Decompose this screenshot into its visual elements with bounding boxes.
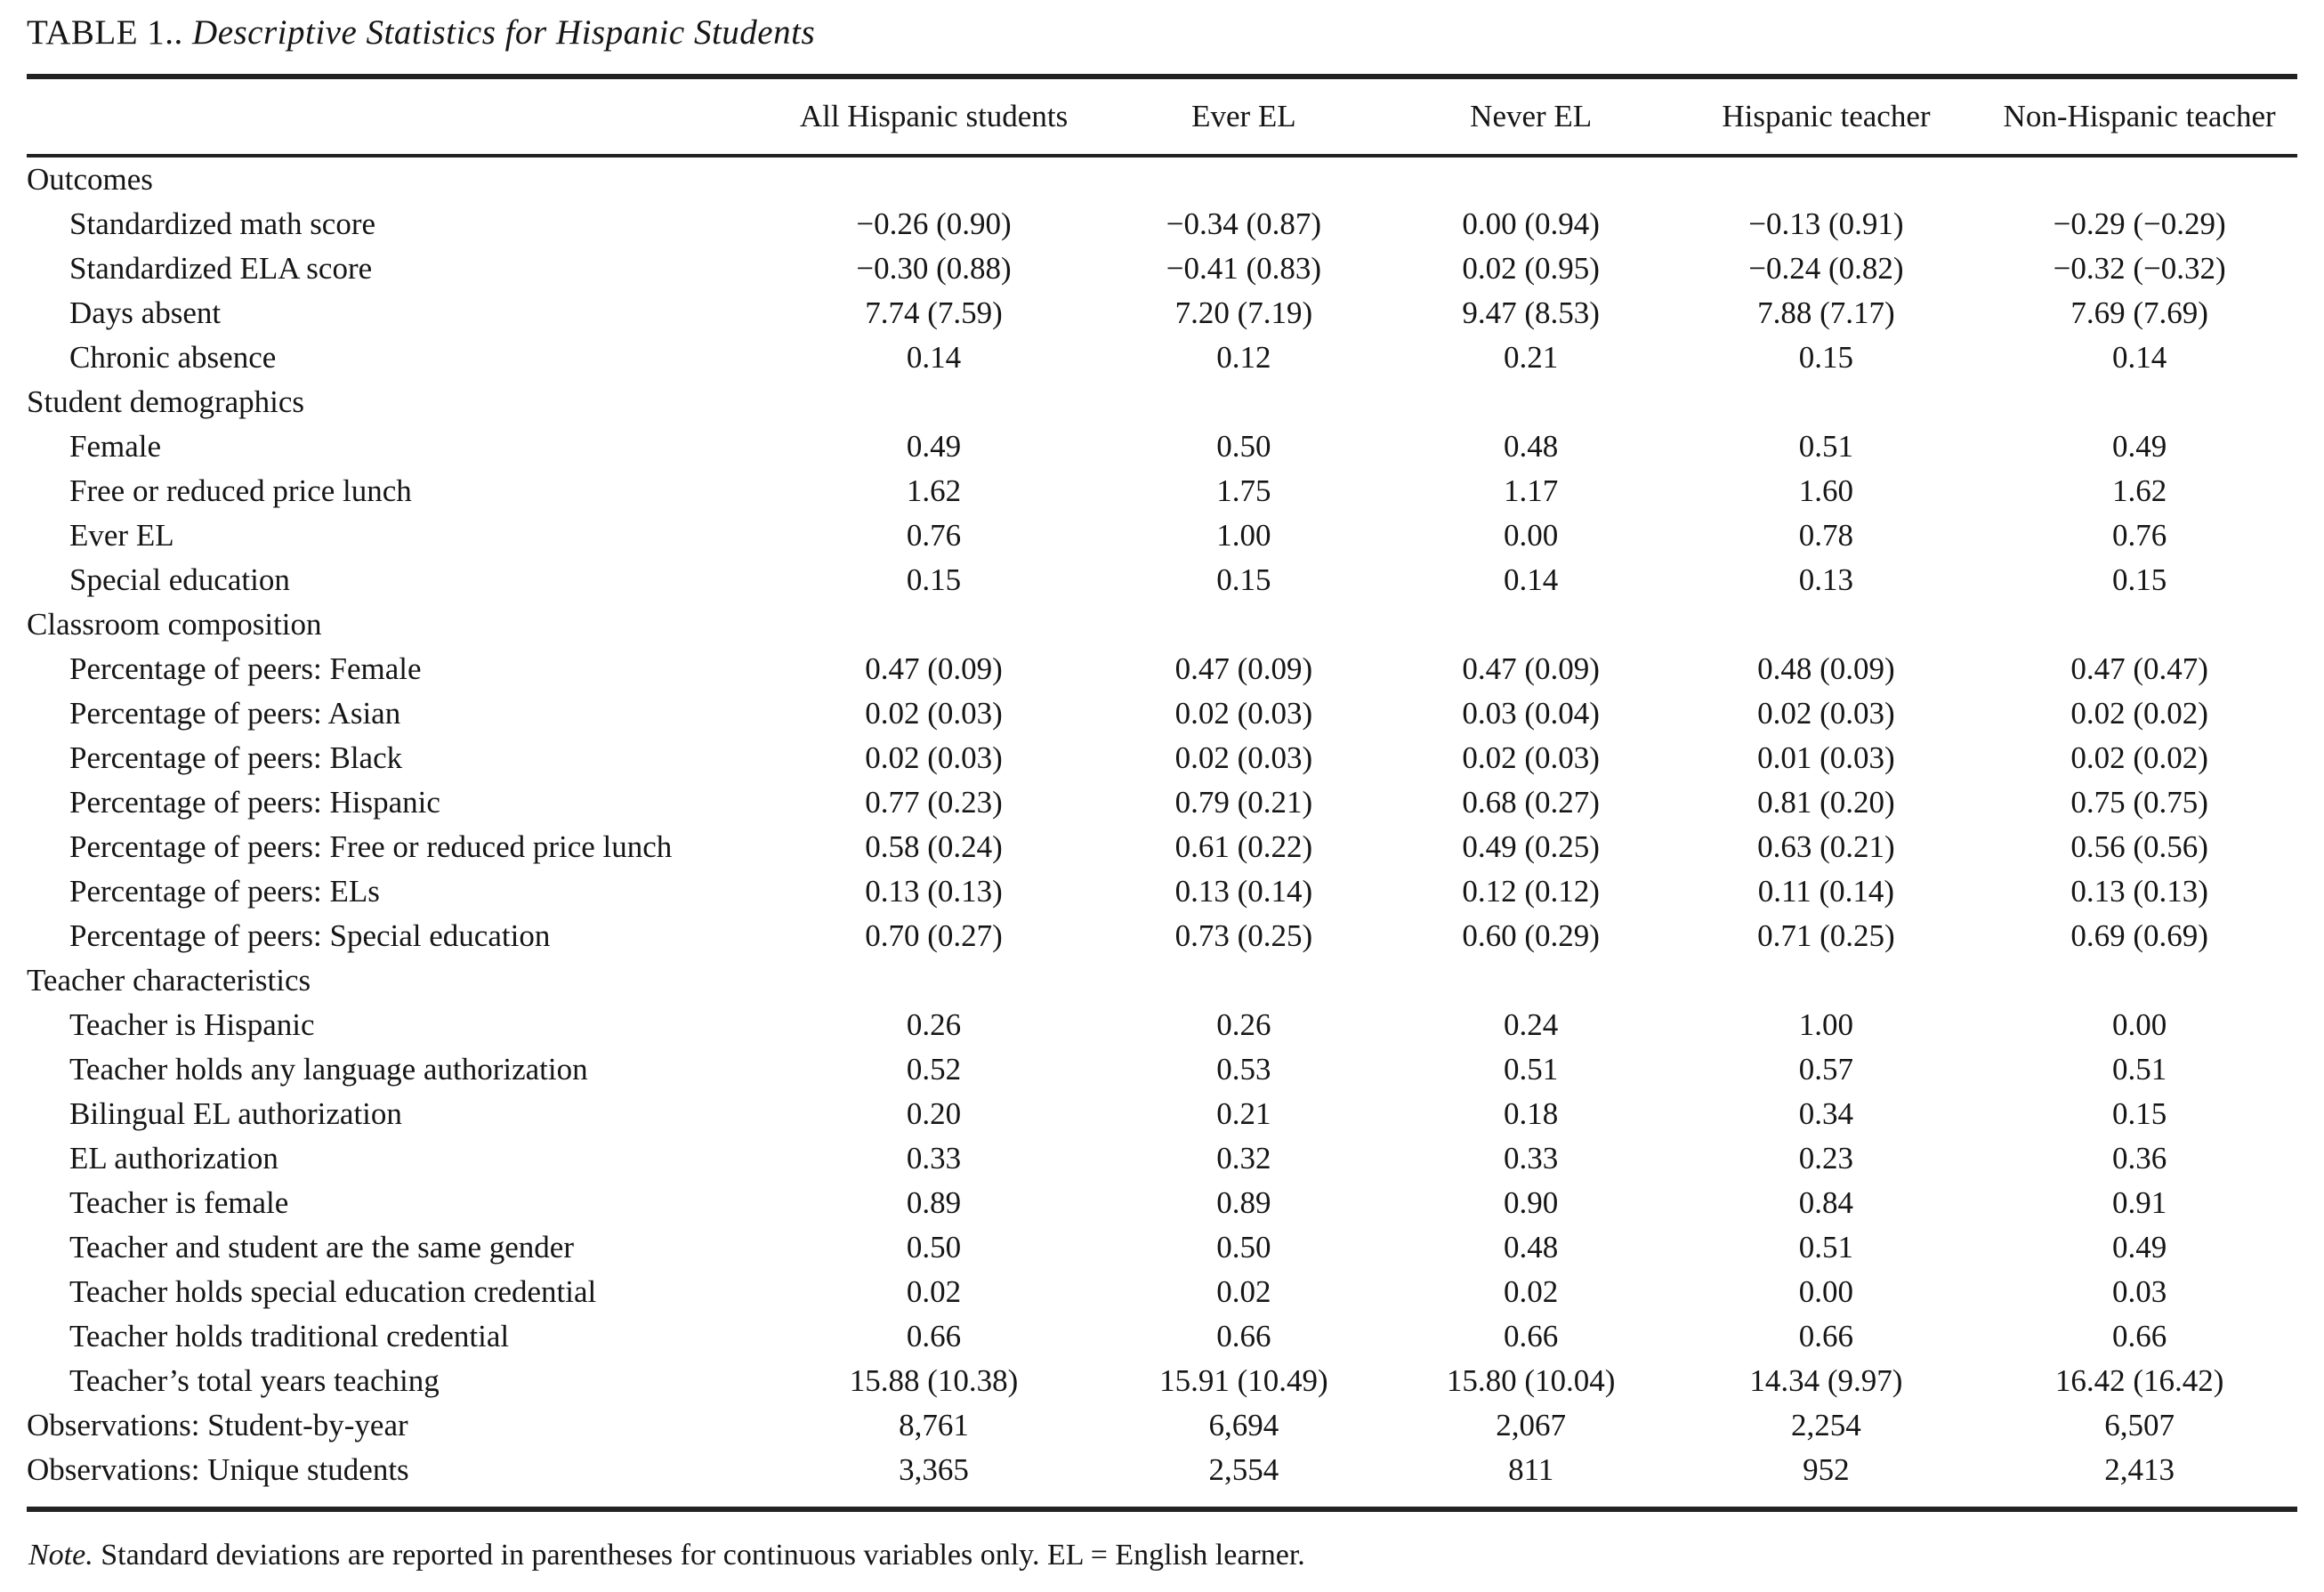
table-row — [27, 1181, 2297, 1225]
cell-value: 0.49 (0.25) — [1462, 829, 1600, 864]
cell-value: 7.74 (7.59) — [865, 295, 1003, 330]
cell-value: 0.89 — [1216, 1185, 1271, 1220]
cell-value: 0.79 (0.21) — [1174, 785, 1313, 820]
table-row — [27, 469, 2297, 513]
column-header-ever-el: Ever EL — [1096, 79, 1392, 156]
row-label: Bilingual EL authorization — [69, 1096, 402, 1131]
cell-value: 0.50 — [906, 1230, 962, 1265]
cell-value: 0.02 (0.03) — [1174, 740, 1313, 775]
cell-value: −0.24 (0.82) — [1748, 251, 1904, 286]
cell-value: 0.34 — [1798, 1096, 1854, 1131]
cell-value: 0.23 — [1798, 1141, 1854, 1176]
cell-value: 0.47 (0.47) — [2070, 651, 2208, 686]
cell-value: 0.51 — [1798, 1230, 1854, 1265]
cell-value: 0.47 (0.09) — [1174, 651, 1313, 686]
observations-row — [27, 1403, 2297, 1448]
cell-value: 0.13 (0.13) — [2070, 874, 2208, 909]
cell-value: 0.66 — [2111, 1319, 2167, 1354]
cell-value: 0.02 (0.03) — [1757, 696, 1895, 731]
cell-value: 0.18 — [1504, 1096, 1559, 1131]
cell-value: 0.48 (0.09) — [1757, 651, 1895, 686]
column-header-non-hispanic-teacher: Non-Hispanic teacher — [1981, 79, 2297, 156]
cell-value: 0.13 (0.14) — [1174, 874, 1313, 909]
cell-value: 0.76 — [906, 518, 962, 553]
table-row — [27, 1270, 2297, 1314]
cell-value: 0.52 — [906, 1052, 962, 1087]
cell-value: 0.75 (0.75) — [2070, 785, 2208, 820]
row-label: Teacher’s total years teaching — [69, 1363, 440, 1398]
section-label: Outcomes — [27, 162, 153, 197]
cell-value: 811 — [1508, 1452, 1554, 1487]
cell-value: 0.14 — [2111, 340, 2167, 375]
row-label: Free or reduced price lunch — [69, 473, 412, 508]
section-header-row — [27, 602, 2297, 647]
column-header-never-el: Never EL — [1392, 79, 1671, 156]
cell-value: 1.60 — [1798, 473, 1854, 508]
cell-value: 0.78 — [1798, 518, 1854, 553]
table-row — [27, 825, 2297, 869]
table-row — [27, 691, 2297, 736]
table-row — [27, 202, 2297, 246]
row-label: Special education — [69, 562, 290, 597]
table-row — [27, 558, 2297, 602]
section-label: Student demographics — [27, 384, 305, 419]
row-label: Observations: Unique students — [27, 1452, 409, 1487]
cell-value: 0.00 — [1798, 1274, 1854, 1309]
cell-value: 2,254 — [1791, 1408, 1861, 1442]
row-label: Percentage of peers: Special education — [69, 918, 551, 953]
cell-value: 0.00 (0.94) — [1462, 206, 1600, 241]
cell-value: 0.33 — [906, 1141, 962, 1176]
cell-value: 0.21 — [1216, 1096, 1271, 1131]
table-row — [27, 246, 2297, 291]
cell-value: 0.02 (0.02) — [2070, 740, 2208, 775]
row-label: EL authorization — [69, 1141, 278, 1176]
cell-value: 0.56 (0.56) — [2070, 829, 2208, 864]
table-row — [27, 513, 2297, 558]
cell-value: 0.00 — [2111, 1007, 2167, 1042]
table-body — [27, 156, 2297, 1492]
table-title-label: TABLE 1.. — [27, 13, 183, 52]
row-label: Standardized ELA score — [69, 251, 373, 286]
cell-value: 0.73 (0.25) — [1174, 918, 1313, 953]
cell-value: 0.24 — [1504, 1007, 1559, 1042]
cell-value: 0.15 — [1216, 562, 1271, 597]
cell-value: 0.48 — [1504, 429, 1559, 464]
cell-value: 0.61 (0.22) — [1174, 829, 1313, 864]
row-label: Teacher is female — [69, 1185, 289, 1220]
cell-value: 0.15 — [906, 562, 962, 597]
column-header-all-hispanic-students: All Hispanic students — [771, 79, 1096, 156]
cell-value: 0.70 (0.27) — [865, 918, 1003, 953]
row-label: Teacher holds special education credential — [69, 1274, 597, 1309]
cell-value: 0.51 — [1798, 429, 1854, 464]
row-label: Percentage of peers: Asian — [69, 696, 401, 731]
cell-value: 0.76 — [2111, 518, 2167, 553]
cell-value: 0.26 — [1216, 1007, 1271, 1042]
cell-value: 0.36 — [2111, 1141, 2167, 1176]
cell-value: 0.02 (0.03) — [865, 696, 1003, 731]
cell-value: 0.02 — [1216, 1274, 1271, 1309]
table-row — [27, 736, 2297, 780]
table-row — [27, 869, 2297, 914]
cell-value: 0.01 (0.03) — [1757, 740, 1895, 775]
cell-value: −0.32 (−0.32) — [2053, 251, 2226, 286]
cell-value: 0.58 (0.24) — [865, 829, 1003, 864]
table-row — [27, 647, 2297, 691]
cell-value: 0.51 — [1504, 1052, 1559, 1087]
section-label: Teacher characteristics — [27, 963, 311, 998]
observations-row — [27, 1448, 2297, 1492]
cell-value: 0.47 (0.09) — [1462, 651, 1600, 686]
cell-value: 8,761 — [899, 1408, 969, 1442]
cell-value: 0.77 (0.23) — [865, 785, 1003, 820]
note-prefix: Note. — [28, 1539, 93, 1572]
cell-value: 0.48 — [1504, 1230, 1559, 1265]
cell-value: 0.14 — [1504, 562, 1559, 597]
cell-value: 0.00 — [1504, 518, 1559, 553]
cell-value: 0.02 (0.03) — [865, 740, 1003, 775]
cell-value: 2,413 — [2104, 1452, 2175, 1487]
cell-value: 1.00 — [1798, 1007, 1854, 1042]
cell-value: 0.84 — [1798, 1185, 1854, 1220]
table-row — [27, 1314, 2297, 1359]
table-container — [27, 74, 2297, 1512]
cell-value: −0.34 (0.87) — [1166, 206, 1322, 241]
cell-value: 7.20 (7.19) — [1174, 295, 1313, 330]
cell-value: 6,694 — [1208, 1408, 1279, 1442]
cell-value: 0.03 — [2111, 1274, 2167, 1309]
cell-value: 0.57 — [1798, 1052, 1854, 1087]
table-row — [27, 780, 2297, 825]
section-header-row — [27, 958, 2297, 1003]
cell-value: 0.50 — [1216, 1230, 1271, 1265]
cell-value: 0.02 (0.03) — [1462, 740, 1600, 775]
table-row — [27, 1047, 2297, 1092]
cell-value: 0.02 — [906, 1274, 962, 1309]
cell-value: 15.88 (10.38) — [849, 1363, 1019, 1398]
table-row — [27, 914, 2297, 958]
cell-value: 3,365 — [899, 1452, 969, 1487]
row-label: Percentage of peers: ELs — [69, 874, 380, 909]
cell-value: 0.13 (0.13) — [865, 874, 1003, 909]
row-label: Teacher holds traditional credential — [69, 1319, 510, 1354]
row-label: Teacher is Hispanic — [69, 1007, 315, 1042]
cell-value: 0.03 (0.04) — [1462, 696, 1600, 731]
cell-value: 0.90 — [1504, 1185, 1559, 1220]
row-label: Percentage of peers: Free or reduced price lunch — [69, 829, 673, 864]
cell-value: 0.60 (0.29) — [1462, 918, 1600, 953]
row-label: Female — [69, 429, 162, 464]
row-label: Chronic absence — [69, 340, 277, 375]
table-row — [27, 1136, 2297, 1181]
descriptive-statistics-table — [27, 79, 2297, 1492]
cell-value: −0.26 (0.90) — [856, 206, 1012, 241]
cell-value: 0.66 — [1216, 1319, 1271, 1354]
table-header — [27, 79, 2297, 156]
cell-value: 7.88 (7.17) — [1757, 295, 1895, 330]
row-label: Standardized math score — [69, 206, 376, 241]
cell-value: 1.75 — [1216, 473, 1271, 508]
cell-value: 0.26 — [906, 1007, 962, 1042]
cell-value: 0.02 (0.03) — [1174, 696, 1313, 731]
table-row — [27, 335, 2297, 380]
cell-value: 2,067 — [1496, 1408, 1567, 1442]
cell-value: 0.21 — [1504, 340, 1559, 375]
cell-value: 0.47 (0.09) — [865, 651, 1003, 686]
note-text: Standard deviations are reported in parentheses for continuous variables only. EL = English learner. — [93, 1539, 1305, 1572]
cell-value: 0.12 (0.12) — [1462, 874, 1600, 909]
cell-value: 0.66 — [1504, 1319, 1559, 1354]
cell-value: −0.13 (0.91) — [1748, 206, 1904, 241]
table-row — [27, 1092, 2297, 1136]
cell-value: 6,507 — [2104, 1408, 2175, 1442]
table-row — [27, 1225, 2297, 1270]
cell-value: 0.69 (0.69) — [2070, 918, 2208, 953]
cell-value: 0.63 (0.21) — [1757, 829, 1895, 864]
cell-value: 1.62 — [2111, 473, 2167, 508]
cell-value: 1.17 — [1504, 473, 1559, 508]
cell-value: 1.00 — [1216, 518, 1271, 553]
column-header-empty — [27, 79, 771, 156]
cell-value: 952 — [1803, 1452, 1850, 1487]
table-row — [27, 424, 2297, 469]
cell-value: 0.51 — [2111, 1052, 2167, 1087]
cell-value: 15.91 (10.49) — [1159, 1363, 1328, 1398]
cell-value: −0.41 (0.83) — [1166, 251, 1322, 286]
cell-value: 0.15 — [1798, 340, 1854, 375]
row-label: Percentage of peers: Black — [69, 740, 403, 775]
table-row — [27, 291, 2297, 335]
cell-value: 0.20 — [906, 1096, 962, 1131]
cell-value: 15.80 (10.04) — [1446, 1363, 1616, 1398]
row-label: Observations: Student-by-year — [27, 1408, 408, 1442]
cell-value: 0.32 — [1216, 1141, 1271, 1176]
cell-value: 0.49 — [2111, 1230, 2167, 1265]
cell-value: 0.12 — [1216, 340, 1271, 375]
column-header-hispanic-teacher: Hispanic teacher — [1671, 79, 1982, 156]
cell-value: 0.14 — [906, 340, 962, 375]
cell-value: 0.02 (0.02) — [2070, 696, 2208, 731]
section-label: Classroom composition — [27, 607, 322, 642]
cell-value: 1.62 — [906, 473, 962, 508]
header-row — [27, 79, 2297, 156]
row-label: Days absent — [69, 295, 222, 330]
cell-value: 0.68 (0.27) — [1462, 785, 1600, 820]
cell-value: 0.33 — [1504, 1141, 1559, 1176]
cell-value: 0.66 — [906, 1319, 962, 1354]
cell-value: 7.69 (7.69) — [2070, 295, 2208, 330]
cell-value: 0.49 — [2111, 429, 2167, 464]
row-label: Teacher and student are the same gender — [69, 1230, 574, 1265]
cell-value: 2,554 — [1208, 1452, 1279, 1487]
cell-value: 16.42 (16.42) — [2054, 1363, 2224, 1398]
cell-value: 0.71 (0.25) — [1757, 918, 1895, 953]
cell-value: −0.30 (0.88) — [856, 251, 1012, 286]
row-label: Percentage of peers: Hispanic — [69, 785, 440, 820]
cell-value: 0.50 — [1216, 429, 1271, 464]
section-header-row — [27, 156, 2297, 202]
cell-value: 0.89 — [906, 1185, 962, 1220]
cell-value: 0.66 — [1798, 1319, 1854, 1354]
cell-value: 14.34 (9.97) — [1749, 1363, 1903, 1398]
cell-value: 0.49 — [906, 429, 962, 464]
table-title — [27, 12, 2297, 53]
row-label: Teacher holds any language authorization — [69, 1052, 588, 1087]
cell-value: −0.29 (−0.29) — [2053, 206, 2226, 241]
row-label: Percentage of peers: Female — [69, 651, 422, 686]
cell-value: 0.13 — [1798, 562, 1854, 597]
cell-value: 0.53 — [1216, 1052, 1271, 1087]
cell-value: 0.15 — [2111, 1096, 2167, 1131]
table-title-caption: Descriptive Statistics for Hispanic Students — [192, 13, 816, 52]
section-header-row — [27, 380, 2297, 424]
cell-value: 0.11 (0.14) — [1757, 874, 1895, 909]
row-label: Ever EL — [69, 518, 174, 553]
cell-value: 0.81 (0.20) — [1757, 785, 1895, 820]
cell-value: 0.15 — [2111, 562, 2167, 597]
table-row — [27, 1359, 2297, 1403]
cell-value: 0.02 (0.95) — [1462, 251, 1600, 286]
table-row — [27, 1003, 2297, 1047]
cell-value: 9.47 (8.53) — [1462, 295, 1600, 330]
cell-value: 0.02 — [1504, 1274, 1559, 1309]
table-note — [28, 1539, 2297, 1572]
cell-value: 0.91 — [2111, 1185, 2167, 1220]
